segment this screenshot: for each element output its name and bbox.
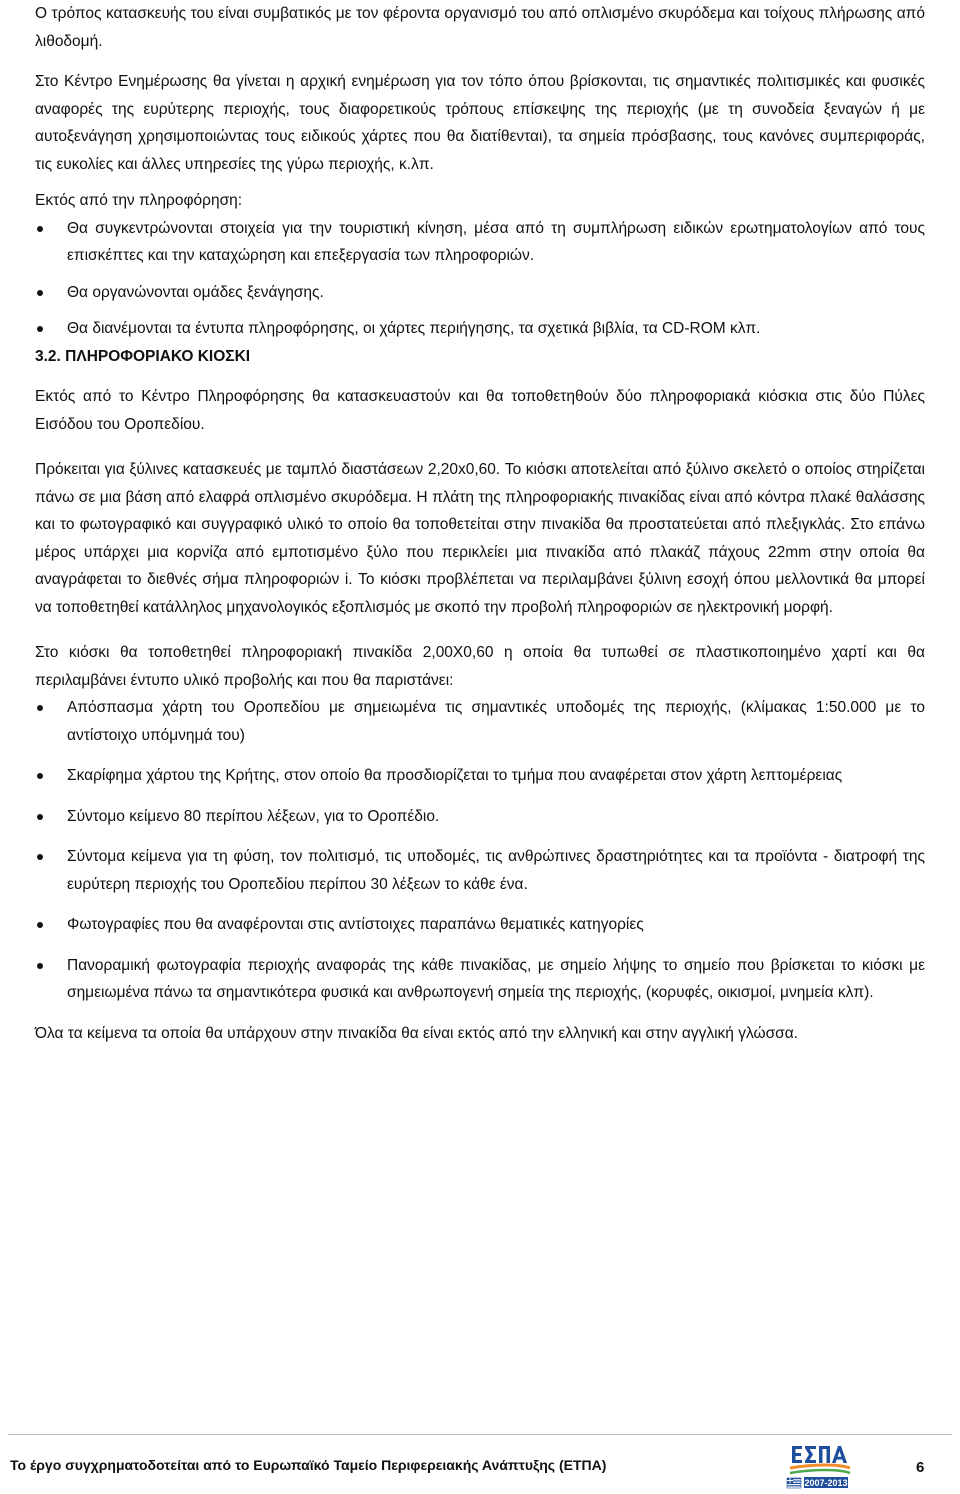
paragraph: Στο Κέντρο Ενημέρωσης θα γίνεται η αρχική ενημέρωση για τον τόπο όπου βρίσκονται, τις σημαντικές πολιτισμικές και φυσικές αναφορές της ευρύτερης περιοχής, τους διαφορετικούς τρόπους επίσκεψης της περιοχής (με τη συνοδεία ξεναγών ή με αυτοξενάγηση χρησιμοποιώντας τους ειδικούς χάρτες που θα διατίθενται), τα σημεία πρόσβασης, τους κανόνες συμπεριφοράς, τις ευκολίες και άλλες υπηρεσίες της γύρω περιοχής, κ.λπ. — [35, 73, 925, 173]
bullet-list — [35, 215, 925, 343]
espa-logo-icon — [784, 1440, 894, 1492]
bullet-icon — [37, 854, 43, 860]
bullet-icon — [37, 963, 43, 969]
page-number: 6 — [916, 1459, 925, 1476]
paragraph: Πρόκειται για ξύλινες κατασκευές με ταμπλό διαστάσεων 2,20x0,60. Το κιόσκι αποτελείται από ξύλινο σκελετό ο οποίος στηρίζεται πάνω σε μια βάση από ελαφρά οπλισμένο σκυρόδεμα. Η πλάτη της πληροφοριακής πινακίδας είναι από κόντρα πλακέ θαλάσσης και το φωτογραφικό και συγγραφικό υλικό το οποίο θα τοποθετείται στην πινακίδα θα προστατεύεται από πλεξιγκλάς. Στο επάνω μέρος υπάρχει μια κορνίζα από εμποτισμένο ξύλο που περικλείει μια πινακίδα από πλακάζ πάχους 22mm στην οποία θα αναγράφεται το διεθνές σήμα πληροφοριών i. Το κιόσκι προβλέπεται να περιλαμβάνει ξύλινη εσοχή όπου μελλοντικά θα μπορεί να τοποθετηθεί κατάλληλος μηχανολογικός εξοπλισμός με σκοπό την προβολή πληροφοριών σε ηλεκτρονική μορφή. — [35, 461, 925, 616]
bullet-icon — [37, 290, 43, 296]
document-page — [35, 0, 925, 1047]
list-item: Πανοραμική φωτογραφία περιοχής αναφοράς της κάθε πινακίδας, με σημείο λήψης το σημείο που βρίσκεται το κιόσκι με σημειωμένα πάνω τα σημαντικότερα φυσικά και ανθρωπογενή σημεία της περιοχής, (κορυφές, οικισμοί, μνημεία κλπ). — [35, 952, 925, 1007]
svg-text:2007-2013: 2007-2013 — [804, 1478, 848, 1488]
paragraph: Στο κιόσκι θα τοποθετηθεί πληροφοριακή πινακίδα 2,00Χ0,60 η οποία θα τυπωθεί σε πλαστικοποιημένο χαρτί και θα περιλαμβάνει έντυπο υλικό προβολής και που θα παριστάνει: — [35, 644, 925, 689]
footer-divider — [8, 1434, 952, 1435]
bullet-icon — [37, 922, 43, 928]
list-item: Θα συγκεντρώνονται στοιχεία για την τουριστική κίνηση, μέσα από τη συμπλήρωση ειδικών ερωτηματολογίων από τους επισκέπτες και την καταχώρηση και επεξεργασία των πληροφοριών. — [35, 215, 925, 270]
list-item: Απόσπασμα χάρτη του Οροπεδίου με σημειωμένα τις σημαντικές υποδομές της περιοχής, (κλίμακας 1:50.000 με το αντίστοιχο υπόμνημά του) — [35, 694, 925, 749]
list-item: Σκαρίφημα χάρτου της Κρήτης, στον οποίο θα προσδιορίζεται το τμήμα που αναφέρεται στον χάρτη λεπτομέρειας — [35, 762, 925, 790]
bullet-icon — [37, 773, 43, 779]
bullet-icon — [37, 226, 43, 232]
bullet-icon — [37, 814, 43, 820]
list-item: Σύντομα κείμενα για τη φύση, τον πολιτισμό, τις υποδομές, τις ανθρώπινες δραστηριότητες και τα προϊόντα - διατροφή της ευρύτερη περιοχής του Οροπεδίου περίπου 30 λέξεων το κάθε ένα. — [35, 843, 925, 898]
footer-text: Το έργο συγχρηματοδοτείται από το Ευρωπαϊκό Ταμείο Περιφερειακής Ανάπτυξης (ΕΤΠΑ) — [10, 1457, 607, 1473]
paragraph: Εκτός από την πληροφόρηση: — [35, 192, 243, 209]
list-item: Θα διανέμονται τα έντυπα πληροφόρησης, οι χάρτες περιήγησης, τα σχετικά βιβλία, τα CD-ROM κλπ. — [35, 315, 925, 343]
paragraph: Όλα τα κείμενα τα οποία θα υπάρχουν στην πινακίδα θα είναι εκτός από την ελληνική και στην αγγλική γλώσσα. — [35, 1024, 798, 1042]
bullet-icon — [37, 705, 43, 711]
paragraph: Εκτός από το Κέντρο Πληροφόρησης θα κατασκευαστούν και θα τοποθετηθούν δύο πληροφοριακά κιόσκια στις δύο Πύλες Εισόδου του Οροπεδίου. — [35, 388, 925, 433]
paragraph: Ο τρόπος κατασκευής του είναι συμβατικός με τον φέροντα οργανισμό του από οπλισμένο σκυρόδεμα και τοίχους πλήρωσης από λιθοδομή. — [35, 5, 925, 50]
list-item: Σύντομο κείμενο 80 περίπου λέξεων, για το Οροπέδιο. — [35, 803, 925, 831]
list-item: Φωτογραφίες που θα αναφέρονται στις αντίστοιχες παραπάνω θεματικές κατηγορίες — [35, 911, 925, 939]
list-item: Θα οργανώνονται ομάδες ξενάγησης. — [35, 279, 925, 307]
bullet-icon — [37, 326, 43, 332]
bullet-list — [35, 694, 925, 1007]
section-heading: 3.2. ΠΛΗΡΟΦΟΡΙΑΚΟ ΚΙΟΣΚΙ — [35, 347, 251, 365]
